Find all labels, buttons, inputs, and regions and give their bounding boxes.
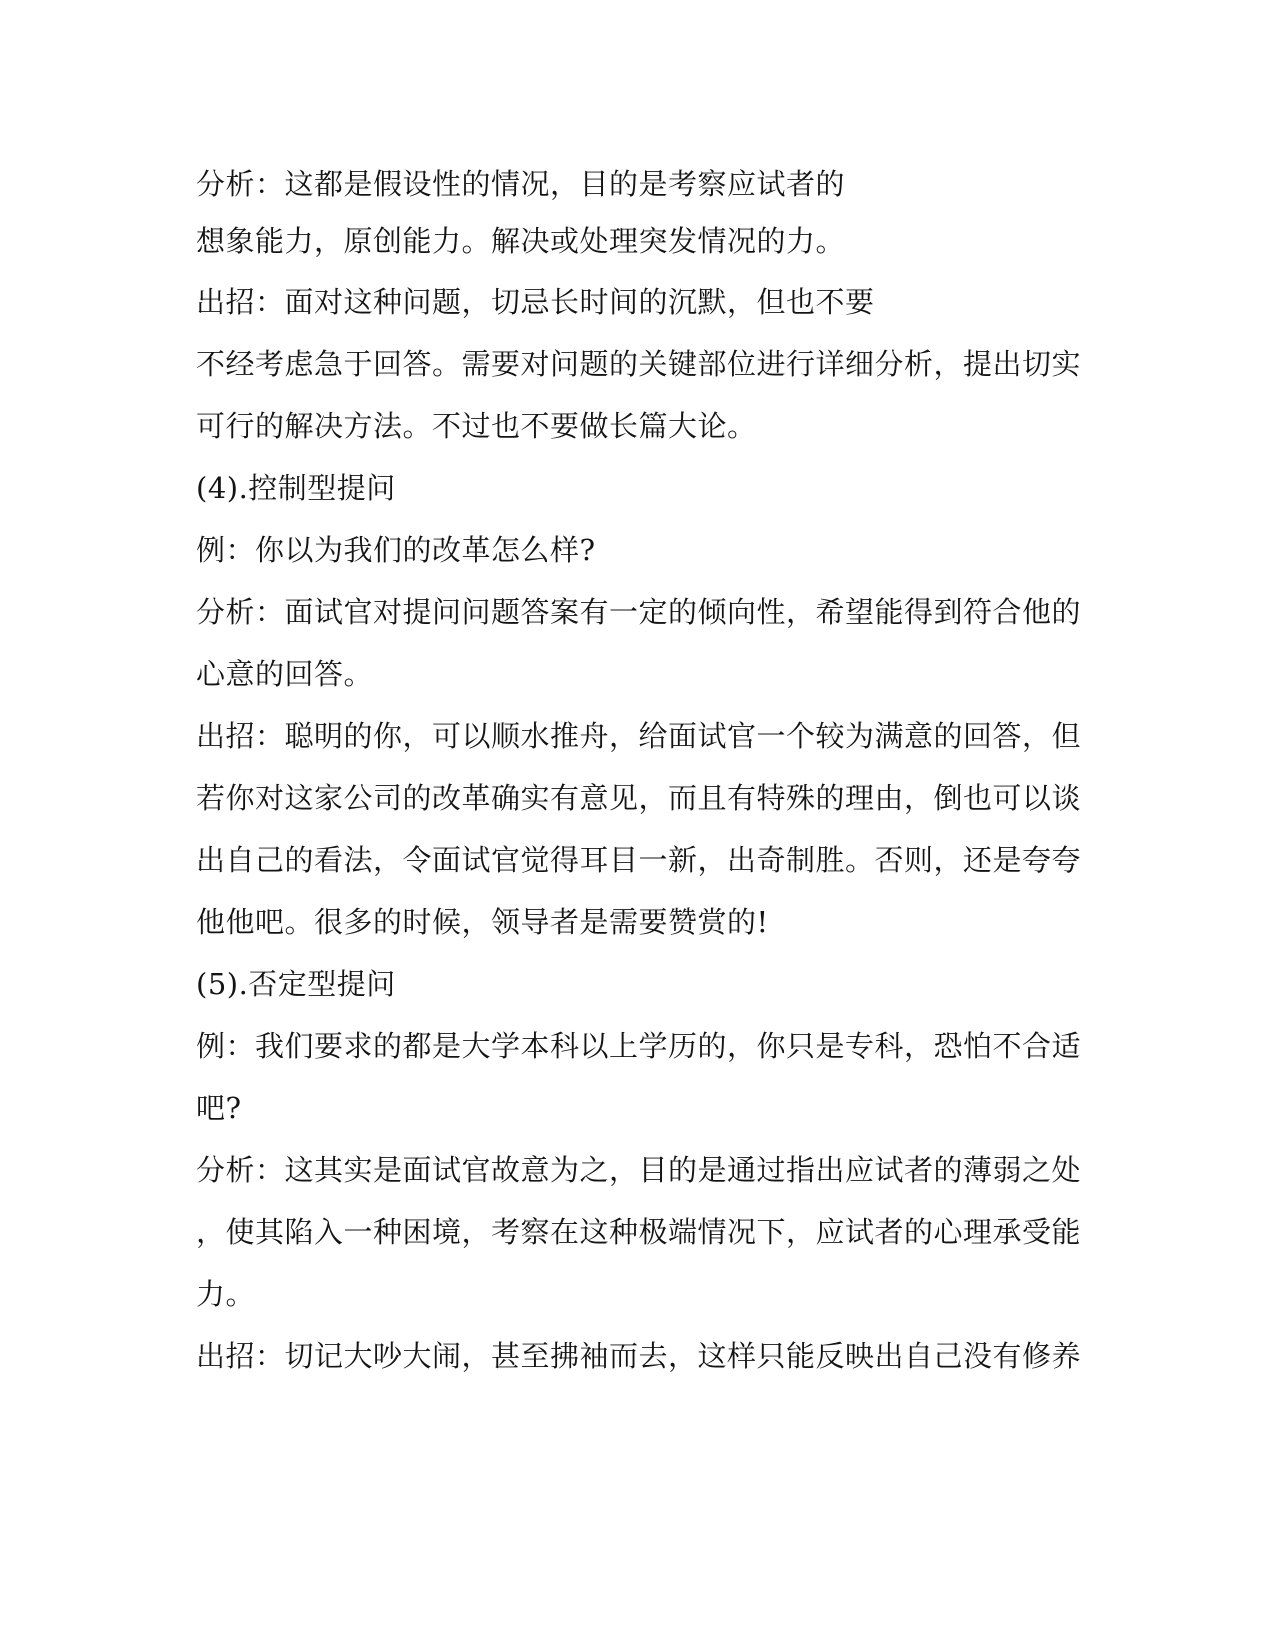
text-line: 力。: [196, 1277, 256, 1311]
text-line: 分析：这其实是面试官故意为之，目的是通过指出应试者的薄弱之处: [196, 1153, 1082, 1187]
text-line: 若你对这家公司的改革确实有意见，而且有特殊的理由，倒也可以谈: [196, 781, 1082, 815]
text-line: 分析：这都是假设性的情况，目的是考察应试者的: [196, 167, 846, 201]
text-line: 他他吧。很多的时候，领导者是需要赞赏的!: [196, 905, 769, 939]
text-line: 吧?: [196, 1091, 242, 1125]
text-line: 可行的解决方法。不过也不要做长篇大论。: [196, 409, 757, 443]
text-line: 分析：面试官对提问问题答案有一定的倾向性，希望能得到符合他的: [196, 595, 1082, 629]
text-line: 想象能力，原创能力。解决或处理突发情况的力。: [196, 224, 846, 258]
text-line: 出自己的看法，令面试官觉得耳目一新，出奇制胜。否则，还是夸夸: [196, 843, 1082, 877]
text-line: 例：我们要求的都是大学本科以上学历的，你只是专科，恐怕不合适: [196, 1029, 1082, 1063]
section-heading: (5).否定型提问: [196, 967, 396, 1001]
text-line: 出招：切记大吵大闹，甚至拂袖而去，这样只能反映出自己没有修养: [196, 1339, 1082, 1373]
text-line: 不经考虑急于回答。需要对问题的关键部位进行详细分析，提出切实: [196, 347, 1082, 381]
text-line: 出招：聪明的你，可以顺水推舟，给面试官一个较为满意的回答，但: [196, 719, 1082, 753]
text-line: ，使其陷入一种困境，考察在这种极端情况下，应试者的心理承受能: [196, 1215, 1082, 1249]
text-line: 心意的回答。: [196, 657, 374, 691]
text-line: 出招：面对这种问题，切忌长时间的沉默，但也不要: [196, 285, 875, 319]
section-heading: (4).控制型提问: [196, 471, 396, 505]
text-line: 例：你以为我们的改革怎么样?: [196, 533, 596, 567]
